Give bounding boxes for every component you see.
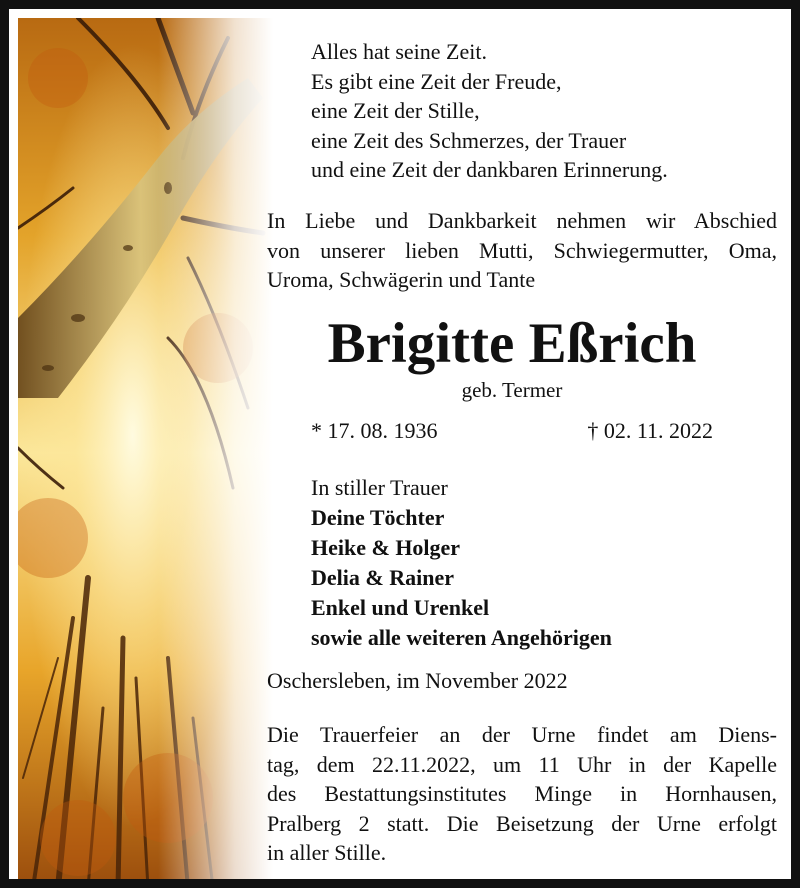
mourner-name: Heike & Holger xyxy=(311,535,461,560)
mourner-name: Deine Töchter xyxy=(311,505,445,530)
poem-line: eine Zeit der Stille, xyxy=(311,98,480,123)
mourners-lead: In stiller Trauer xyxy=(311,475,448,500)
death-date: † 02. 11. 2022 xyxy=(587,418,713,443)
mourner-name: Enkel und Urenkel xyxy=(311,595,490,620)
service-line: Pralberg 2 statt. Die Beisetzung der Urne erfolgt xyxy=(267,810,777,836)
poem-line: Es gibt eine Zeit der Freude, xyxy=(311,68,562,94)
intro-line: Uroma, Schwägerin und Tante xyxy=(267,267,536,292)
funeral-service-info xyxy=(267,720,777,868)
mourner-name: Delia & Rainer xyxy=(311,565,454,590)
place-and-date: Oschersleben, im November 2022 xyxy=(267,668,568,693)
mourners-list xyxy=(311,473,612,653)
autumn-forest-image xyxy=(18,18,273,888)
farewell-intro xyxy=(267,206,777,295)
service-line: tag, dem 22.11.2022, um 11 Uhr in der Kapelle xyxy=(267,751,777,777)
poem-line: und eine Zeit der dankbaren Erinnerung. xyxy=(311,157,668,182)
poem-line: Alles hat seine Zeit. xyxy=(311,39,487,64)
service-line: Die Trauerfeier an der Urne findet am Diens- xyxy=(267,722,777,747)
service-line: in aller Stille. xyxy=(267,840,387,865)
maiden-name: geb. Termer xyxy=(461,378,563,402)
deceased-name: Brigitte Eßrich xyxy=(327,312,697,375)
poem-line: eine Zeit des Schmerzes, der Trauer xyxy=(311,127,627,153)
birth-date: * 17. 08. 1936 xyxy=(311,418,438,443)
mourner-name: sowie alle weiteren Angehörigen xyxy=(311,625,612,650)
service-line: des Bestattungsinstitutes Minge in Hornhausen, xyxy=(267,781,777,806)
intro-line: von unserer lieben Mutti, Schwiegermutter, Oma, xyxy=(267,237,777,263)
forest-illustration xyxy=(18,18,273,888)
intro-line: In Liebe und Dankbarkeit nehmen wir Abschied xyxy=(267,208,777,233)
poem xyxy=(311,37,668,185)
